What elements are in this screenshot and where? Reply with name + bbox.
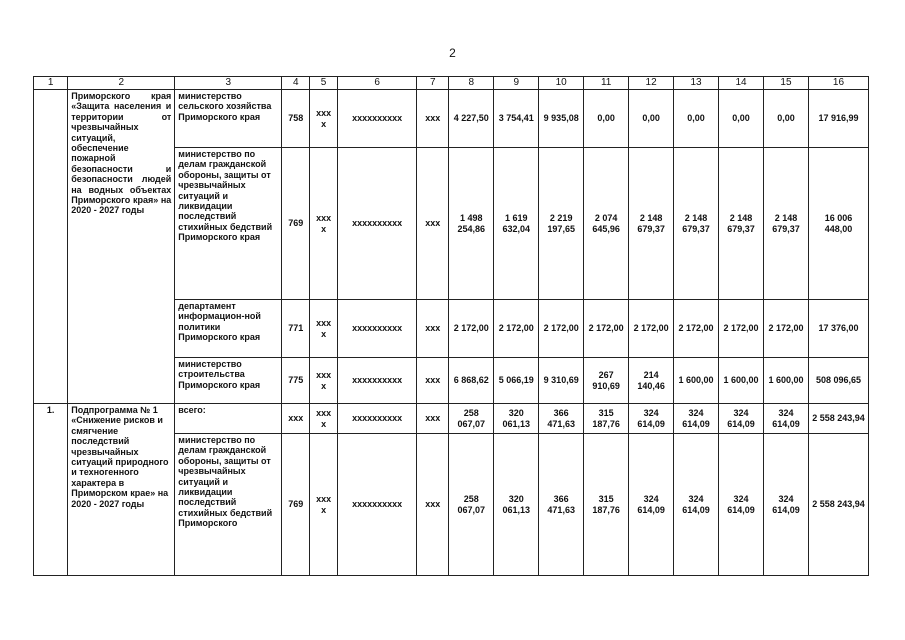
rz-cell: xxx x xyxy=(310,90,338,148)
value-cell: 324 614,09 xyxy=(763,404,808,434)
value-cell: 0,00 xyxy=(674,90,719,148)
value-cell: 258 067,07 xyxy=(449,434,494,576)
grbs-cell: 771 xyxy=(282,300,310,358)
vr-cell: xxx xyxy=(417,300,449,358)
value-cell: 0,00 xyxy=(763,90,808,148)
column-header: 14 xyxy=(719,77,764,90)
value-cell: 324 614,09 xyxy=(719,404,764,434)
executor-cell: всего: xyxy=(175,404,282,434)
row-index-cell: 1. xyxy=(34,404,68,576)
column-header: 3 xyxy=(175,77,282,90)
grbs-cell: 758 xyxy=(282,90,310,148)
value-cell: 0,00 xyxy=(629,90,674,148)
value-cell: 2 148 679,37 xyxy=(719,148,764,300)
vr-cell: xxx xyxy=(417,148,449,300)
column-header: 13 xyxy=(674,77,719,90)
value-cell: 2 172,00 xyxy=(449,300,494,358)
grbs-cell: 769 xyxy=(282,148,310,300)
grbs-cell: 769 xyxy=(282,434,310,576)
grbs-cell: xxx xyxy=(282,404,310,434)
value-cell: 5 066,19 xyxy=(494,358,539,404)
vr-cell: xxx xyxy=(417,434,449,576)
subprogram-name-cell xyxy=(68,404,175,576)
value-cell: 2 172,00 xyxy=(584,300,629,358)
column-header: 10 xyxy=(539,77,584,90)
program-name: Приморского края «Защита населения и территории от чрезвычайных ситуаций, обеспечение пожарной безопасности и безопасности людей на водных объектах Приморского края» на 2020 - 2027 годы xyxy=(71,91,172,216)
row-index-cell xyxy=(34,90,68,404)
value-cell: 1 600,00 xyxy=(674,358,719,404)
total-cell: 508 096,65 xyxy=(808,358,868,404)
value-cell: 324 614,09 xyxy=(674,404,719,434)
table-row xyxy=(34,90,869,148)
column-header: 11 xyxy=(584,77,629,90)
total-cell: 17 376,00 xyxy=(808,300,868,358)
executor-cell: министерство по делам гражданской обороны, защиты от чрезвычайных ситуаций и ликвидации последствий стихийных бедствий Приморского края xyxy=(175,148,282,300)
value-cell: 267 910,69 xyxy=(584,358,629,404)
column-header: 15 xyxy=(763,77,808,90)
program-name-cell xyxy=(68,90,175,404)
value-cell: 320 061,13 xyxy=(494,404,539,434)
value-cell: 2 219 197,65 xyxy=(539,148,584,300)
value-cell: 2 172,00 xyxy=(719,300,764,358)
value-cell: 2 148 679,37 xyxy=(763,148,808,300)
column-header: 6 xyxy=(338,77,417,90)
value-cell: 324 614,09 xyxy=(629,404,674,434)
csr-cell: xxxxxxxxxx xyxy=(338,300,417,358)
value-cell: 366 471,63 xyxy=(539,434,584,576)
value-cell: 0,00 xyxy=(584,90,629,148)
executor-cell: министерство строительства Приморского края xyxy=(175,358,282,404)
value-cell: 9 310,69 xyxy=(539,358,584,404)
header-row xyxy=(34,77,869,90)
value-cell: 1 619 632,04 xyxy=(494,148,539,300)
table-row xyxy=(34,404,869,434)
total-cell: 17 916,99 xyxy=(808,90,868,148)
value-cell: 324 614,09 xyxy=(763,434,808,576)
vr-cell: xxx xyxy=(417,358,449,404)
budget-table xyxy=(33,76,869,576)
executor-cell: министерство сельского хозяйства Приморского края xyxy=(175,90,282,148)
value-cell: 324 614,09 xyxy=(629,434,674,576)
value-cell: 2 148 679,37 xyxy=(629,148,674,300)
column-header: 7 xyxy=(417,77,449,90)
rz-cell: xxx x xyxy=(310,404,338,434)
value-cell: 324 614,09 xyxy=(674,434,719,576)
value-cell: 315 187,76 xyxy=(584,434,629,576)
subprogram-name: Подпрограмма № 1 «Снижение рисков и смягчение последствий чрезвычайных ситуаций природного и техногенного характера в Приморском крае» на 2020 - 2027 годы xyxy=(71,405,169,509)
column-header: 8 xyxy=(449,77,494,90)
value-cell: 6 868,62 xyxy=(449,358,494,404)
vr-cell: xxx xyxy=(417,404,449,434)
value-cell: 2 172,00 xyxy=(494,300,539,358)
value-cell: 324 614,09 xyxy=(719,434,764,576)
rz-cell: xxx x xyxy=(310,434,338,576)
vr-cell: xxx xyxy=(417,90,449,148)
column-header: 16 xyxy=(808,77,868,90)
total-cell: 2 558 243,94 xyxy=(808,434,868,576)
column-header: 9 xyxy=(494,77,539,90)
csr-cell: xxxxxxxxxx xyxy=(338,404,417,434)
column-header: 5 xyxy=(310,77,338,90)
csr-cell: xxxxxxxxxx xyxy=(338,90,417,148)
value-cell: 3 754,41 xyxy=(494,90,539,148)
csr-cell: xxxxxxxxxx xyxy=(338,434,417,576)
value-cell: 214 140,46 xyxy=(629,358,674,404)
rz-cell: xxx x xyxy=(310,148,338,300)
column-header: 4 xyxy=(282,77,310,90)
value-cell: 2 172,00 xyxy=(674,300,719,358)
value-cell: 315 187,76 xyxy=(584,404,629,434)
csr-cell: xxxxxxxxxx xyxy=(338,148,417,300)
csr-cell: xxxxxxxxxx xyxy=(338,358,417,404)
column-header: 1 xyxy=(34,77,68,90)
page-number: 2 xyxy=(449,46,456,60)
value-cell: 2 172,00 xyxy=(629,300,674,358)
value-cell: 1 600,00 xyxy=(719,358,764,404)
executor-cell: департамент информацион-ной политики Приморского края xyxy=(175,300,282,358)
value-cell: 1 498 254,86 xyxy=(449,148,494,300)
rz-cell: xxx x xyxy=(310,300,338,358)
value-cell: 9 935,08 xyxy=(539,90,584,148)
column-header: 12 xyxy=(629,77,674,90)
value-cell: 366 471,63 xyxy=(539,404,584,434)
total-cell: 2 558 243,94 xyxy=(808,404,868,434)
value-cell: 1 600,00 xyxy=(763,358,808,404)
total-cell: 16 006 448,00 xyxy=(808,148,868,300)
rz-cell: xxx x xyxy=(310,358,338,404)
value-cell: 2 074 645,96 xyxy=(584,148,629,300)
column-header: 2 xyxy=(68,77,175,90)
value-cell: 2 172,00 xyxy=(539,300,584,358)
value-cell: 320 061,13 xyxy=(494,434,539,576)
value-cell: 258 067,07 xyxy=(449,404,494,434)
grbs-cell: 775 xyxy=(282,358,310,404)
value-cell: 2 148 679,37 xyxy=(674,148,719,300)
value-cell: 4 227,50 xyxy=(449,90,494,148)
value-cell: 2 172,00 xyxy=(763,300,808,358)
value-cell: 0,00 xyxy=(719,90,764,148)
executor-cell: министерство по делам гражданской обороны, защиты от чрезвычайных ситуаций и ликвидации последствий стихийных бедствий Приморского xyxy=(175,434,282,576)
